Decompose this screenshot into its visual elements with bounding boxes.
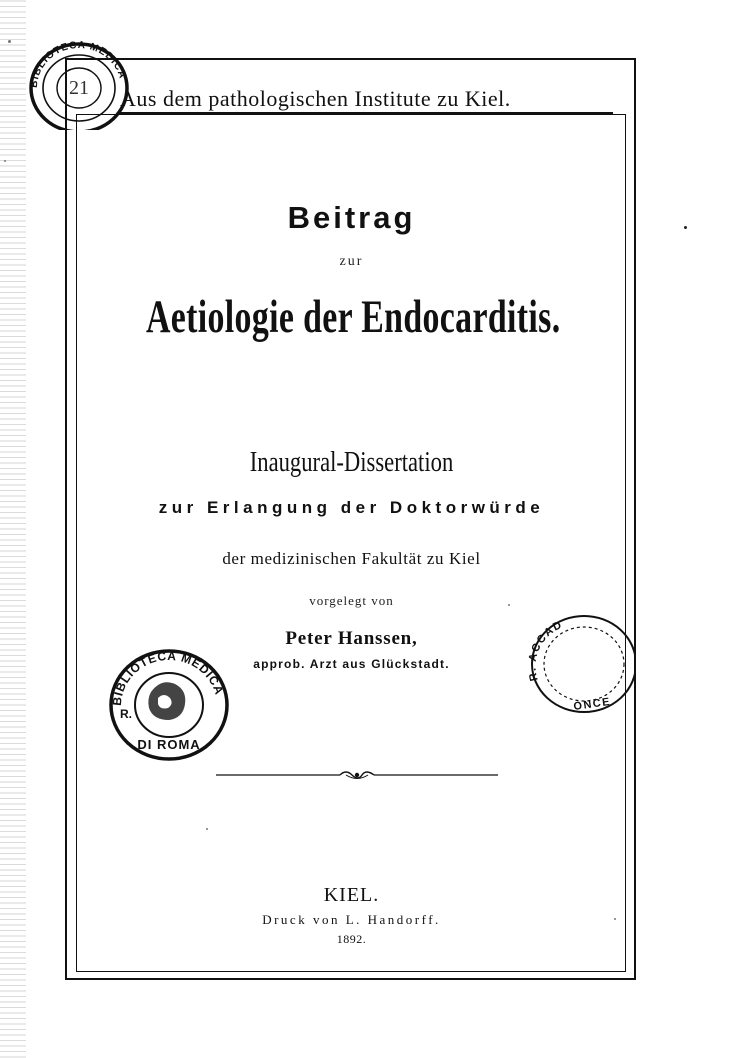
- zur-connector: zur: [339, 254, 364, 269]
- author-name: Peter Hanssen,: [285, 628, 418, 649]
- main-title: Aetiologie der Endocarditis.: [145, 291, 561, 343]
- dissertation-heading: Inaugural-Dissertation: [249, 446, 454, 478]
- ornamental-divider: [216, 768, 498, 782]
- academy-stamp-right: [518, 606, 636, 718]
- svg-text:DI ROMA: DI ROMA: [137, 737, 201, 752]
- speckle: [4, 160, 6, 162]
- library-stamp-top-left: [20, 30, 140, 130]
- speckle: [8, 40, 11, 43]
- beitrag-heading: Beitrag: [287, 200, 416, 235]
- svg-text:BIBLIOTECA MEDICA: BIBLIOTECA MEDICA: [109, 648, 227, 707]
- imprint-printer: Druck von L. Handorff.: [262, 912, 441, 927]
- svg-text:21: 21: [69, 77, 89, 99]
- imprint-city: KIEL.: [323, 884, 380, 906]
- header-rule: [120, 112, 613, 114]
- imprint-year: 1892.: [336, 932, 367, 946]
- library-stamp-middle-left: [106, 646, 232, 764]
- svg-text:ONCE: ONCE: [572, 695, 612, 713]
- svg-text:BIBLIOTECA MEDICA: BIBLIOTECA MEDICA: [28, 39, 128, 89]
- institute-line: Aus dem pathologischen Institute zu Kiel.: [120, 86, 511, 111]
- faculty-line: der medizinischen Fakultät zu Kiel: [222, 549, 481, 568]
- svg-text:R. ACCAD: R. ACCAD: [526, 618, 565, 683]
- author-detail: approb. Arzt aus Glückstadt.: [253, 657, 450, 671]
- page-edge-scan-artifact: [0, 0, 26, 1058]
- submitted-by-line: vorgelegt von: [309, 593, 394, 608]
- inner-border-frame: [76, 114, 626, 972]
- dissertation-purpose: zur Erlangung der Doktorwürde: [158, 498, 545, 517]
- speckle: [684, 226, 687, 229]
- svg-text:R.: R.: [120, 707, 132, 721]
